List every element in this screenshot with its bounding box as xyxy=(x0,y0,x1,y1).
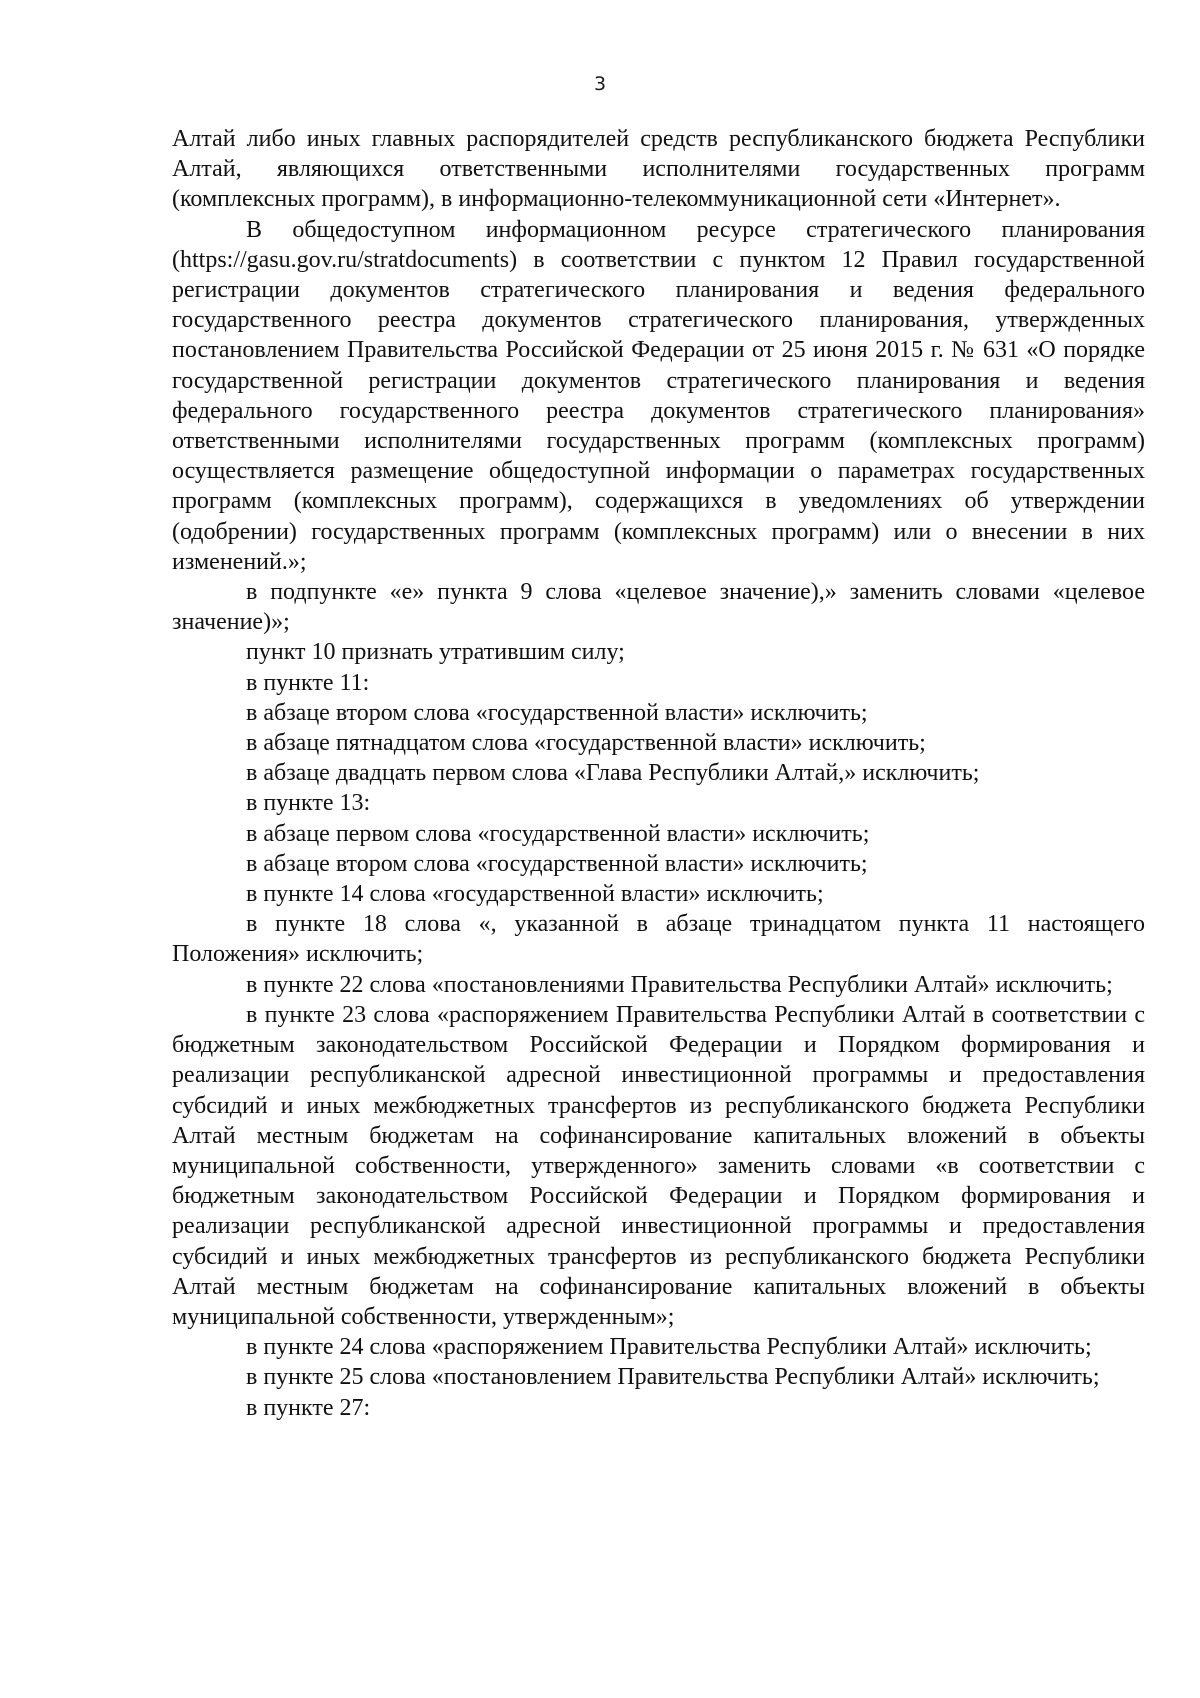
paragraph-item-11-abzac-21: в абзаце двадцать первом слова «Глава Республики Алтай,» исключить; xyxy=(246,760,980,787)
paragraph-item-23: в пункте 23 слова «распоряжением Правительства Республики Алтай в соответствии с бюджетным законодательством Российской Федерации и Порядком формирования и реализации республиканской адресной инвестиционной программы и предоставления субсидий и иных межбюджетных трансфертов из республиканского бюджета Республики Алтай местным бюджетам на софинансирование капитальных вложений в объекты муниципальной собственности, утвержденного» заменить словами «в соответствии с бюджетным законодательством Российской Федерации и Порядком формирования и реализации республиканской адресной инвестиционной программы и предоставления субсидий и иных межбюджетных трансфертов из республиканского бюджета Республики Алтай местным бюджетам на софинансирование капитальных вложений в объекты муниципальной собственности, утвержденным»; xyxy=(172,1001,1145,1330)
paragraph-item-25: в пункте 25 слова «постановлением Правительства Республики Алтай» исключить; xyxy=(246,1364,1100,1391)
page-number: 3 xyxy=(593,73,607,95)
paragraph-item-9: в подпункте «е» пункта 9 слова «целевое значение),» заменить словами «целевое значение)»; xyxy=(172,579,1145,636)
paragraph-continuation: Алтай либо иных главных распорядителей средств республиканского бюджета Республики Алтай, являющихся ответственными исполнителями государственных программ (комплексных программ), в информационно-телекоммуникационной сети «Интернет». xyxy=(172,126,1145,213)
paragraph-item-13-abzac-2: в абзаце втором слова «государственной власти» исключить; xyxy=(246,850,868,877)
paragraph-item-27-heading: в пункте 27: xyxy=(246,1394,371,1421)
paragraph-item-22: в пункте 22 слова «постановлениями Правительства Республики Алтай» исключить; xyxy=(246,971,1113,998)
paragraph-item-13-heading: в пункте 13: xyxy=(246,790,371,817)
paragraph-item-11-abzac-2: в абзаце втором слова «государственной власти» исключить; xyxy=(246,699,868,726)
paragraph-strategic-planning-resource: В общедоступном информационном ресурсе стратегического планирования (https://gasu.gov.ru/stratdocuments) в соответствии с пунктом 12 Правил государственной регистрации документов стратегического планирования и ведения федерального государственного реестра документов стратегического планирования, утвержденных постановлением Правительства Российской Федерации от 25 июня 2015 г. № 631 «О порядке государственной регистрации документов стратегического планирования и ведения федерального государственного реестра документов стратегического планирования» ответственными исполнителями государственных программ (комплексных программ) осуществляется размещение общедоступной информации о параметрах государственных программ (комплексных программ), содержащихся в уведомлениях об утверждении (одобрении) государственных программ (комплексных программ) или о внесении в них изменений.»; xyxy=(172,216,1145,575)
paragraph-item-13-abzac-1: в абзаце первом слова «государственной власти» исключить; xyxy=(246,820,870,847)
document-body xyxy=(172,124,1145,1423)
paragraph-item-10: пункт 10 признать утратившим силу; xyxy=(246,639,625,666)
paragraph-item-24: в пункте 24 слова «распоряжением Правительства Республики Алтай» исключить; xyxy=(246,1334,1092,1361)
paragraph-item-11-heading: в пункте 11: xyxy=(246,669,370,696)
paragraph-item-18: в пункте 18 слова «, указанной в абзаце тринадцатом пункта 11 настоящего Положения» исключить; xyxy=(172,911,1145,968)
paragraph-item-11-abzac-15: в абзаце пятнадцатом слова «государственной власти» исключить; xyxy=(246,730,926,757)
paragraph-item-14: в пункте 14 слова «государственной власти» исключить; xyxy=(246,881,824,908)
